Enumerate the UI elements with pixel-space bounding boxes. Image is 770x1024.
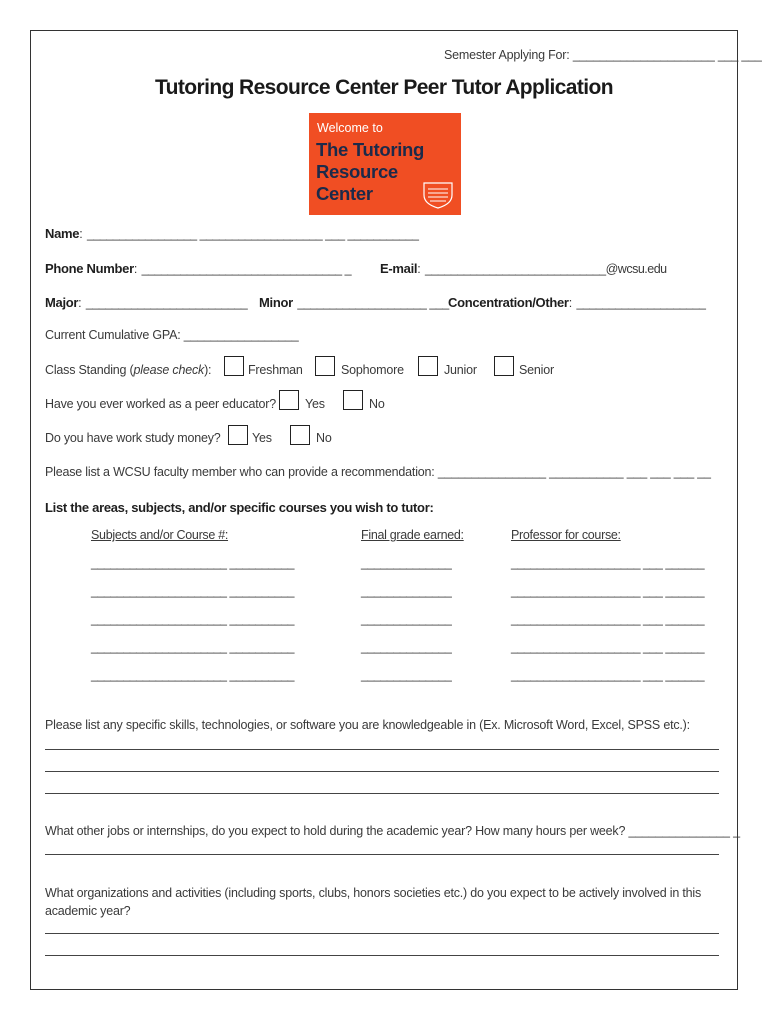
university-seal-icon — [421, 181, 455, 209]
course-row-1-subject[interactable]: _____________________ __________ — [91, 556, 294, 570]
col-header-professor: Professor for course: — [511, 528, 621, 542]
class-standing-label: Class Standing (please check): — [45, 363, 212, 377]
course-row-5-grade[interactable]: ______________ — [361, 668, 452, 682]
course-row-3-professor[interactable]: ____________________ ___ ______ — [511, 612, 705, 626]
logo-welcome-text: Welcome to — [317, 121, 383, 135]
course-row-2-professor[interactable]: ____________________ ___ ______ — [511, 584, 705, 598]
work-study-no-label: No — [316, 431, 332, 445]
jobs-line-1[interactable] — [45, 854, 719, 855]
major-label: Major — [45, 295, 79, 310]
course-row-3-grade[interactable]: ______________ — [361, 612, 452, 626]
recommendation-field — [45, 465, 711, 479]
gpa-input-blank[interactable]: _________________ — [183, 328, 299, 342]
semester-input-blank[interactable]: _____________________ ___ ___ — [572, 48, 762, 62]
course-row-4-grade[interactable]: ______________ — [361, 640, 452, 654]
course-row-1-professor[interactable]: ____________________ ___ ______ — [511, 556, 705, 570]
page-title: Tutoring Resource Center Peer Tutor Application — [155, 76, 613, 99]
name-label: Name — [45, 226, 80, 241]
freshman-checkbox[interactable] — [224, 356, 244, 376]
organizations-question: What organizations and activities (including sports, clubs, honors societies etc.) do you expect to be actively involved in this academic year? — [45, 886, 701, 918]
email-field: E-mail: ____________________________@wcsu.edu — [380, 261, 667, 276]
minor-label: Minor — [259, 295, 293, 310]
course-row-1-grade[interactable]: ______________ — [361, 556, 452, 570]
email-input-blank[interactable]: ____________________________@wcsu.edu — [424, 262, 667, 276]
concentration-label: Concentration/Other — [448, 295, 569, 310]
work-study-yes-checkbox[interactable] — [228, 425, 248, 445]
recommendation-label: Please list a WCSU faculty member who can provide a recommendation: — [45, 465, 435, 479]
course-row-5-subject[interactable]: _____________________ __________ — [91, 668, 294, 682]
sophomore-checkbox[interactable] — [315, 356, 335, 376]
email-label: E-mail — [380, 261, 418, 276]
gpa-field — [45, 328, 299, 342]
gpa-label: Current Cumulative GPA: — [45, 328, 181, 342]
junior-checkbox[interactable] — [418, 356, 438, 376]
col-header-grade: Final grade earned: — [361, 528, 464, 542]
course-row-2-subject[interactable]: _____________________ __________ — [91, 584, 294, 598]
minor-input-blank[interactable]: ____________________ ___ — [297, 296, 449, 310]
name-field: Name: _________________ ___________________ ___ ___________ — [45, 226, 419, 241]
peer-educator-question: Have you ever worked as a peer educator? — [45, 397, 277, 411]
senior-label: Senior — [519, 363, 554, 377]
jobs-question: What other jobs or internships, do you expect to hold during the academic year? How many hours per week? — [45, 824, 626, 838]
organizations-line-1[interactable] — [45, 933, 719, 934]
sophomore-label: Sophomore — [341, 363, 404, 377]
freshman-label: Freshman — [248, 363, 303, 377]
course-row-2-grade[interactable]: ______________ — [361, 584, 452, 598]
logo-center-name: The Tutoring Resource Center — [316, 139, 425, 204]
peer-educator-yes-checkbox[interactable] — [279, 390, 299, 410]
course-row-4-professor[interactable]: ____________________ ___ ______ — [511, 640, 705, 654]
skills-line-1[interactable] — [45, 749, 719, 750]
application-form — [30, 30, 762, 990]
jobs-hours-blank[interactable]: _______________ _ — [628, 824, 740, 838]
semester-label: Semester Applying For: — [444, 48, 570, 62]
work-study-yes-label: Yes — [252, 431, 272, 445]
concentration-field: Concentration/Other: ____________________ — [448, 295, 706, 310]
peer-educator-no-label: No — [369, 397, 385, 411]
senior-checkbox[interactable] — [494, 356, 514, 376]
areas-heading: List the areas, subjects, and/or specific courses you wish to tutor: — [45, 500, 434, 515]
peer-educator-no-checkbox[interactable] — [343, 390, 363, 410]
work-study-question: Do you have work study money? — [45, 431, 221, 445]
course-row-5-professor[interactable]: ____________________ ___ ______ — [511, 668, 705, 682]
phone-field: Phone Number: _______________________________ _ — [45, 261, 352, 276]
col-header-subject: Subjects and/or Course #: — [91, 528, 229, 542]
minor-field — [259, 294, 449, 312]
phone-label: Phone Number — [45, 261, 134, 276]
course-row-3-subject[interactable]: _____________________ __________ — [91, 612, 294, 626]
junior-label: Junior — [444, 363, 477, 377]
peer-educator-yes-label: Yes — [305, 397, 325, 411]
concentration-input-blank[interactable]: ____________________ — [576, 296, 706, 310]
phone-input-blank[interactable]: _______________________________ _ — [141, 262, 352, 276]
name-input-blank[interactable]: _________________ ___________________ ___ ___________ — [86, 227, 419, 241]
skills-line-3[interactable] — [45, 793, 719, 794]
organizations-line-2[interactable] — [45, 955, 719, 956]
skills-line-2[interactable] — [45, 771, 719, 772]
jobs-field — [45, 824, 740, 838]
major-field: Major: _________________________ — [45, 295, 248, 310]
tutoring-center-logo — [309, 113, 461, 215]
skills-question: Please list any specific skills, technologies, or software you are knowledgeable in (Ex. Microsoft Word, Excel, SPSS etc.): — [45, 718, 690, 732]
work-study-no-checkbox[interactable] — [290, 425, 310, 445]
course-row-4-subject[interactable]: _____________________ __________ — [91, 640, 294, 654]
recommendation-input-blank[interactable]: ________________ ___________ ___ ___ ___ __ — [437, 465, 711, 479]
semester-field — [444, 48, 762, 62]
major-input-blank[interactable]: _________________________ — [85, 296, 248, 310]
